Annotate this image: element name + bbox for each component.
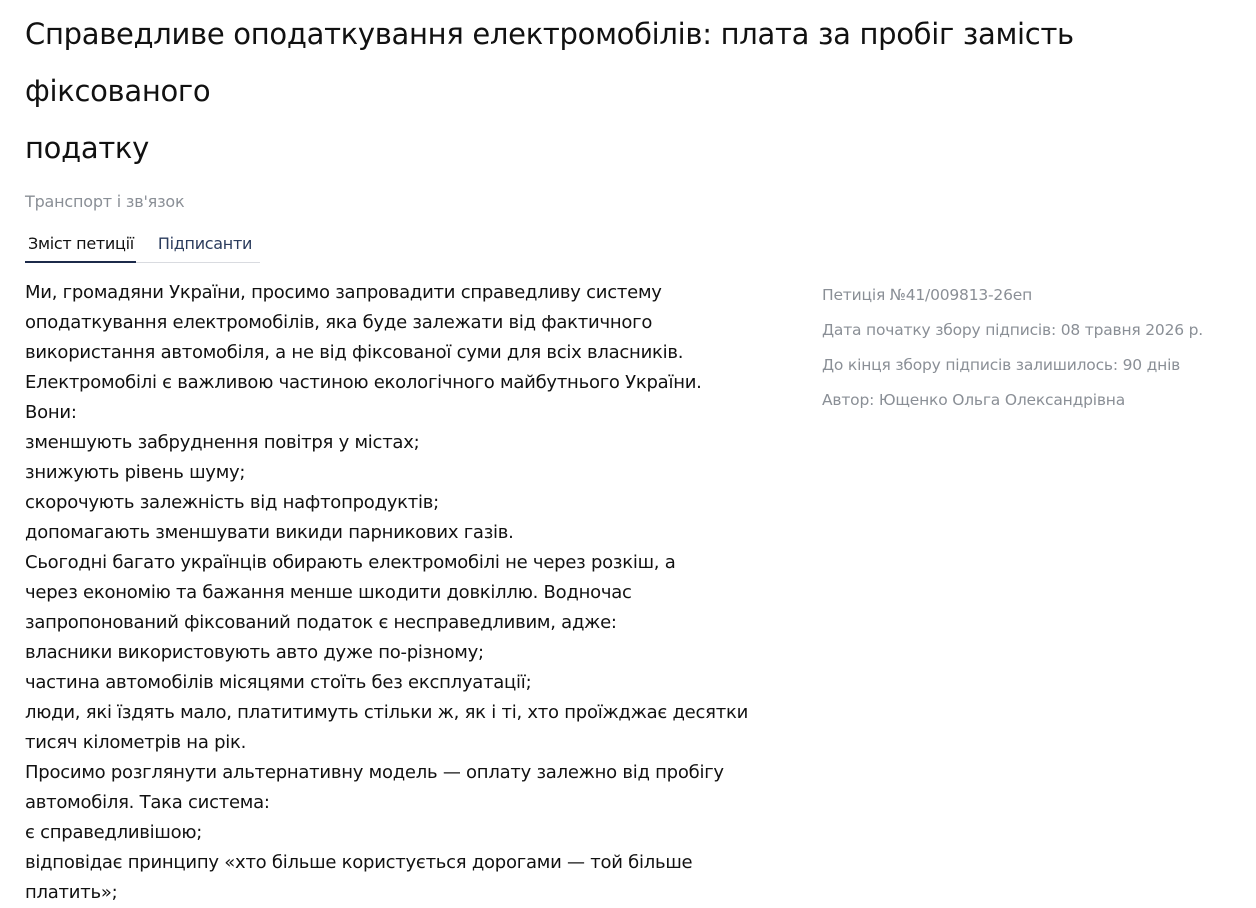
tab-petition-content[interactable]: Зміст петиції — [25, 233, 136, 263]
text-line: використання автомобіля, а не від фіксованої суми для всіх власників. — [25, 342, 684, 363]
petition-number: Петиція №41/009813-26еп — [822, 286, 1033, 304]
text-line: знижують рівень шуму; — [25, 462, 246, 483]
text-line: Вони: — [25, 402, 77, 423]
text-line: тисяч кілометрів на рік. — [25, 732, 247, 753]
text-line: Просимо розглянути альтернативну модель — оплату залежно від пробігу — [25, 762, 724, 783]
category-label: Транспорт і зв'язок — [25, 192, 185, 211]
text-line: Електромобілі є важливою частиною екологічного майбутнього України. — [25, 372, 702, 393]
petition-text — [25, 278, 765, 908]
page-title — [25, 0, 1250, 177]
petition-start-date: Дата початку збору підписів: 08 травня 2026 р. — [822, 321, 1204, 339]
text-line: люди, які їздять мало, платитимуть стільки ж, як і ті, хто проїжджає десятки — [25, 702, 749, 723]
text-line: допомагають зменшувати викиди парникових газів. — [25, 522, 514, 543]
petition-page — [25, 0, 1250, 908]
petition-author: Автор: Ющенко Ольга Олександрівна — [822, 391, 1126, 409]
page-title-line-1: Справедливе оподаткування електромобілів: плата за пробіг замість фіксованого — [25, 17, 1074, 108]
text-line: Сьогодні багато українців обирають електромобілі не через розкіш, а — [25, 552, 676, 573]
page-title-line-2: податку — [25, 131, 149, 165]
text-line: частина автомобілів місяцями стоїть без експлуатації; — [25, 672, 532, 693]
text-line: Ми, громадяни України, просимо запровадити справедливу систему — [25, 282, 662, 303]
text-line: через економію та бажання менше шкодити довкіллю. Водночас — [25, 582, 632, 603]
text-line: скорочують залежність від нафтопродуктів; — [25, 492, 439, 513]
text-line: оподаткування електромобілів, яка буде залежати від фактичного — [25, 312, 653, 333]
petition-remaining-time: До кінця збору підписів залишилось: 90 днів — [822, 356, 1181, 374]
text-line: запропонований фіксований податок є несправедливим, адже: — [25, 612, 617, 633]
text-line: власники використовують авто дуже по-різному; — [25, 642, 484, 663]
text-line: зменшують забруднення повітря у містах; — [25, 432, 420, 453]
tab-bar — [25, 233, 260, 263]
petition-meta — [822, 278, 1203, 418]
text-line: платить»; — [25, 882, 118, 903]
text-line: відповідає принципу «хто більше користується дорогами — той більше — [25, 852, 693, 873]
text-line: є справедливішою; — [25, 822, 203, 843]
text-line: автомобіля. Така система: — [25, 792, 270, 813]
petition-content — [25, 278, 1250, 908]
tab-signers[interactable]: Підписанти — [157, 234, 253, 253]
